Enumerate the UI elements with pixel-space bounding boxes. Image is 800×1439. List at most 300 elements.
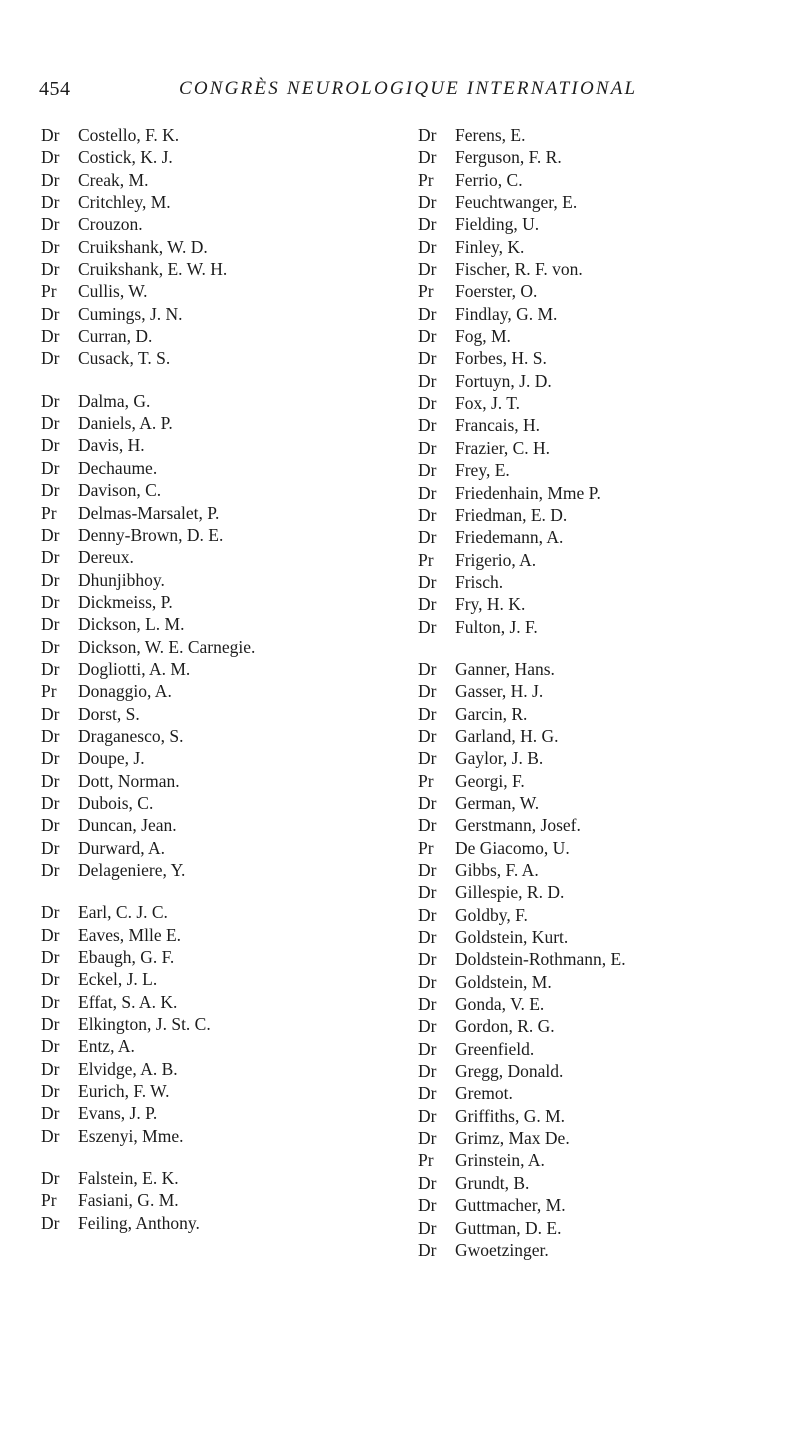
list-item <box>41 303 381 325</box>
member-name: Doldstein-Rothmann, E. <box>455 949 626 970</box>
member-name: Foerster, O. <box>455 281 538 302</box>
honorific: Dr <box>41 924 60 945</box>
list-item <box>418 616 778 638</box>
member-name: Gremot. <box>455 1083 513 1104</box>
list-item <box>41 814 381 836</box>
honorific: Dr <box>418 259 437 280</box>
member-name: Gasser, H. J. <box>455 681 544 702</box>
list-item <box>41 680 381 702</box>
honorific: Dr <box>418 527 437 548</box>
list-item <box>41 546 381 568</box>
member-name: Cumings, J. N. <box>78 303 183 324</box>
list-item <box>41 479 381 501</box>
honorific: Dr <box>418 1105 437 1126</box>
member-name: Guttman, D. E. <box>455 1217 562 1238</box>
member-name: German, W. <box>455 792 540 813</box>
list-item <box>41 169 381 191</box>
honorific: Dr <box>41 1036 60 1057</box>
name-group <box>41 390 381 882</box>
member-name: Gaylor, J. B. <box>455 748 544 769</box>
list-item <box>418 280 778 302</box>
honorific: Dr <box>41 860 60 880</box>
honorific: Dr <box>418 125 437 145</box>
list-item <box>418 1038 778 1060</box>
honorific: Dr <box>418 815 437 836</box>
list-item <box>41 236 381 258</box>
honorific: Pr <box>418 1150 434 1171</box>
member-name: Daniels, A. P. <box>78 413 173 434</box>
list-item <box>41 1035 381 1057</box>
member-name: Greenfield. <box>455 1038 535 1059</box>
list-item <box>418 526 778 548</box>
honorific: Dr <box>418 681 437 702</box>
honorific: Dr <box>418 303 437 324</box>
honorific: Dr <box>418 348 437 369</box>
member-name: Friedemann, A. <box>455 527 564 548</box>
honorific: Dr <box>41 147 60 168</box>
member-name: Gonda, V. E. <box>455 994 545 1015</box>
honorific: Pr <box>418 169 434 190</box>
list-item <box>41 770 381 792</box>
name-group <box>418 124 778 638</box>
honorific: Dr <box>418 748 437 769</box>
member-name: Garcin, R. <box>455 703 528 724</box>
honorific: Dr <box>418 1195 437 1216</box>
member-name: Finley, K. <box>455 236 525 257</box>
list-item <box>41 1080 381 1102</box>
member-name: Frisch. <box>455 571 504 592</box>
member-name: Delmas-Marsalet, P. <box>78 502 220 523</box>
member-name: Friedman, E. D. <box>455 504 568 525</box>
honorific: Dr <box>41 991 60 1012</box>
list-item <box>418 191 778 213</box>
honorific: Dr <box>41 1014 60 1035</box>
list-item <box>41 1167 381 1189</box>
member-name: Fortuyn, J. D. <box>455 370 552 391</box>
list-item <box>418 258 778 280</box>
member-name: Forbes, H. S. <box>455 348 547 369</box>
member-name: Elkington, J. St. C. <box>78 1014 211 1035</box>
honorific: Dr <box>418 571 437 592</box>
list-item <box>41 213 381 235</box>
list-item <box>418 770 778 792</box>
list-item <box>41 968 381 990</box>
member-name: Costick, K. J. <box>78 147 173 168</box>
member-name: Feuchtwanger, E. <box>455 192 578 213</box>
member-name: Dubois, C. <box>78 792 154 813</box>
page-header <box>39 78 759 108</box>
list-item <box>41 613 381 635</box>
honorific: Dr <box>41 435 60 456</box>
list-item <box>418 169 778 191</box>
honorific: Dr <box>418 504 437 525</box>
member-name: Dereux. <box>78 547 134 568</box>
member-name: Goldby, F. <box>455 904 528 925</box>
honorific: Dr <box>41 969 60 990</box>
member-name: Davis, H. <box>78 435 145 456</box>
honorific: Dr <box>41 236 60 257</box>
list-item <box>41 725 381 747</box>
member-name: Ferens, E. <box>455 125 526 145</box>
list-item <box>41 325 381 347</box>
list-item <box>41 837 381 859</box>
honorific: Dr <box>418 949 437 970</box>
honorific: Pr <box>41 502 57 523</box>
list-item <box>418 658 778 680</box>
member-name: Durward, A. <box>78 837 165 858</box>
list-item <box>41 1102 381 1124</box>
member-name: Critchley, M. <box>78 192 171 213</box>
honorific: Pr <box>41 681 57 702</box>
honorific: Dr <box>41 792 60 813</box>
name-group <box>41 124 381 370</box>
member-name: Goldstein, Kurt. <box>455 927 569 948</box>
honorific: Dr <box>41 413 60 434</box>
member-name: Fog, M. <box>455 326 511 347</box>
honorific: Dr <box>418 594 437 615</box>
member-name: Denny-Brown, D. E. <box>78 524 224 545</box>
list-item <box>41 636 381 658</box>
honorific: Dr <box>41 524 60 545</box>
honorific: Dr <box>41 1168 60 1189</box>
member-name: Ebaugh, G. F. <box>78 947 175 968</box>
list-item <box>418 593 778 615</box>
list-item <box>418 971 778 993</box>
honorific: Dr <box>418 904 437 925</box>
page-number: 454 <box>39 78 71 100</box>
list-item <box>41 1125 381 1147</box>
member-name: Draganesco, S. <box>78 725 184 746</box>
honorific: Pr <box>41 1190 57 1211</box>
member-name: Dorst, S. <box>78 703 140 724</box>
member-name: Cruikshank, E. W. H. <box>78 259 228 280</box>
honorific: Dr <box>418 658 437 679</box>
honorific: Dr <box>418 792 437 813</box>
running-title: CONGRÈS NEUROLOGIQUE INTERNATIONAL <box>179 78 638 99</box>
member-name: De Giacomo, U. <box>455 837 570 858</box>
honorific: Dr <box>41 703 60 724</box>
member-name: Dickson, L. M. <box>78 614 185 635</box>
list-item <box>41 1189 381 1211</box>
member-name: Cusack, T. S. <box>78 348 171 369</box>
honorific: Dr <box>41 214 60 235</box>
list-item <box>41 901 381 923</box>
list-item <box>41 569 381 591</box>
list-item <box>41 924 381 946</box>
honorific: Dr <box>41 725 60 746</box>
honorific: Dr <box>41 390 60 411</box>
member-name: Garland, H. G. <box>455 725 559 746</box>
honorific: Dr <box>41 259 60 280</box>
list-item <box>41 1058 381 1080</box>
honorific: Dr <box>418 460 437 481</box>
honorific: Dr <box>418 370 437 391</box>
honorific: Dr <box>418 147 437 168</box>
honorific: Dr <box>41 192 60 213</box>
member-name: Dechaume. <box>78 457 158 478</box>
list-item <box>418 213 778 235</box>
honorific: Dr <box>41 947 60 968</box>
member-name: Fasiani, G. M. <box>78 1190 179 1211</box>
honorific: Dr <box>418 482 437 503</box>
honorific: Pr <box>418 281 434 302</box>
list-item <box>41 347 381 369</box>
list-item <box>418 837 778 859</box>
list-item <box>41 1013 381 1035</box>
honorific: Dr <box>41 1103 60 1124</box>
list-item <box>418 1172 778 1194</box>
list-item <box>41 658 381 680</box>
list-item <box>418 347 778 369</box>
member-name: Entz, A. <box>78 1036 135 1057</box>
list-item <box>418 993 778 1015</box>
member-name: Eckel, J. L. <box>78 969 158 990</box>
list-item <box>418 437 778 459</box>
member-name: Elvidge, A. B. <box>78 1058 178 1079</box>
list-item <box>418 1082 778 1104</box>
member-name: Eszenyi, Mme. <box>78 1125 184 1146</box>
member-name: Gillespie, R. D. <box>455 882 565 903</box>
member-name: Cullis, W. <box>78 281 148 302</box>
honorific: Dr <box>418 1016 437 1037</box>
honorific: Dr <box>418 437 437 458</box>
list-item <box>418 1060 778 1082</box>
honorific: Dr <box>41 614 60 635</box>
list-item <box>41 280 381 302</box>
list-item <box>41 191 381 213</box>
member-name: Frigerio, A. <box>455 549 537 570</box>
member-name: Earl, C. J. C. <box>78 902 168 923</box>
list-item <box>418 124 778 146</box>
member-name: Feiling, Anthony. <box>78 1212 200 1233</box>
list-item <box>41 502 381 524</box>
member-name: Eaves, Mlle E. <box>78 924 182 945</box>
list-item <box>418 1194 778 1216</box>
member-name: Dhunjibhoy. <box>78 569 165 590</box>
list-item <box>418 747 778 769</box>
list-item <box>418 392 778 414</box>
list-item <box>418 725 778 747</box>
member-name: Guttmacher, M. <box>455 1195 566 1216</box>
honorific: Dr <box>418 994 437 1015</box>
list-item <box>41 146 381 168</box>
list-item <box>41 434 381 456</box>
honorific: Dr <box>418 882 437 903</box>
member-name: Gwoetzinger. <box>455 1239 549 1260</box>
left-column <box>41 124 381 1254</box>
list-item <box>41 524 381 546</box>
honorific: Dr <box>41 569 60 590</box>
list-item <box>418 370 778 392</box>
member-name: Grundt, B. <box>455 1172 530 1193</box>
honorific: Dr <box>418 616 437 637</box>
member-name: Gibbs, F. A. <box>455 860 539 880</box>
list-item <box>41 747 381 769</box>
list-item <box>418 1149 778 1171</box>
honorific: Dr <box>418 1038 437 1059</box>
member-name: Georgi, F. <box>455 770 525 791</box>
member-name: Dogliotti, A. M. <box>78 658 191 679</box>
list-item <box>418 571 778 593</box>
member-name: Crouzon. <box>78 214 143 235</box>
honorific: Dr <box>41 1125 60 1146</box>
list-item <box>418 926 778 948</box>
honorific: Dr <box>41 547 60 568</box>
honorific: Dr <box>418 236 437 257</box>
member-name: Curran, D. <box>78 326 153 347</box>
member-name: Fox, J. T. <box>455 393 520 414</box>
member-name: Griffiths, G. M. <box>455 1105 566 1126</box>
list-item <box>418 859 778 881</box>
list-item <box>41 412 381 434</box>
member-name: Duncan, Jean. <box>78 815 177 836</box>
member-name: Costello, F. K. <box>78 125 180 145</box>
list-item <box>418 814 778 836</box>
member-name: Effat, S. A. K. <box>78 991 178 1012</box>
list-item <box>418 236 778 258</box>
list-item <box>41 991 381 1013</box>
honorific: Dr <box>418 703 437 724</box>
name-group <box>41 1167 381 1234</box>
list-item <box>41 946 381 968</box>
honorific: Dr <box>418 1217 437 1238</box>
honorific: Dr <box>41 591 60 612</box>
member-name: Fielding, U. <box>455 214 540 235</box>
member-name: Delageniere, Y. <box>78 860 186 880</box>
list-item <box>418 1239 778 1261</box>
member-name: Grinstein, A. <box>455 1150 545 1171</box>
member-name: Goldstein, M. <box>455 971 552 992</box>
honorific: Dr <box>41 636 60 657</box>
honorific: Dr <box>41 457 60 478</box>
honorific: Dr <box>418 927 437 948</box>
honorific: Dr <box>41 169 60 190</box>
honorific: Dr <box>418 1083 437 1104</box>
list-item <box>418 1105 778 1127</box>
honorific: Dr <box>41 480 60 501</box>
list-item <box>41 859 381 881</box>
list-item <box>418 459 778 481</box>
member-name: Cruikshank, W. D. <box>78 236 208 257</box>
list-item <box>418 948 778 970</box>
member-name: Ferrio, C. <box>455 169 523 190</box>
honorific: Dr <box>41 837 60 858</box>
member-name: Friedenhain, Mme P. <box>455 482 601 503</box>
member-name: Fry, H. K. <box>455 594 526 615</box>
honorific: Dr <box>41 815 60 836</box>
honorific: Dr <box>418 860 437 880</box>
member-name: Findlay, G. M. <box>455 303 558 324</box>
list-item <box>418 325 778 347</box>
member-name: Dott, Norman. <box>78 770 180 791</box>
honorific: Dr <box>418 1239 437 1260</box>
member-name: Ferguson, F. R. <box>455 147 562 168</box>
honorific: Dr <box>418 415 437 436</box>
list-item <box>418 303 778 325</box>
list-item <box>418 792 778 814</box>
honorific: Dr <box>418 1128 437 1149</box>
honorific: Dr <box>41 348 60 369</box>
honorific: Dr <box>41 125 60 145</box>
member-name: Gordon, R. G. <box>455 1016 555 1037</box>
honorific: Pr <box>418 549 434 570</box>
name-group <box>418 658 778 1261</box>
member-name: Dickmeiss, P. <box>78 591 173 612</box>
honorific: Pr <box>418 770 434 791</box>
honorific: Dr <box>418 725 437 746</box>
honorific: Dr <box>41 1058 60 1079</box>
member-name: Eurich, F. W. <box>78 1081 170 1102</box>
list-item <box>41 258 381 280</box>
list-item <box>418 414 778 436</box>
honorific: Dr <box>41 1212 60 1233</box>
member-name: Falstein, E. K. <box>78 1168 179 1189</box>
honorific: Pr <box>41 281 57 302</box>
member-name: Gregg, Donald. <box>455 1061 564 1082</box>
list-item <box>41 457 381 479</box>
right-column <box>418 124 778 1281</box>
honorific: Dr <box>418 971 437 992</box>
list-item <box>418 549 778 571</box>
honorific: Dr <box>41 326 60 347</box>
list-item <box>41 591 381 613</box>
member-name: Davison, C. <box>78 480 162 501</box>
honorific: Dr <box>41 770 60 791</box>
member-name: Gerstmann, Josef. <box>455 815 581 836</box>
honorific: Dr <box>418 214 437 235</box>
list-item <box>418 1127 778 1149</box>
member-name: Frazier, C. H. <box>455 437 551 458</box>
member-name: Frey, E. <box>455 460 510 481</box>
list-item <box>418 504 778 526</box>
member-name: Grimz, Max De. <box>455 1128 570 1149</box>
honorific: Dr <box>418 1172 437 1193</box>
list-item <box>418 1015 778 1037</box>
list-item <box>41 703 381 725</box>
list-item <box>418 904 778 926</box>
honorific: Dr <box>41 1081 60 1102</box>
list-item <box>41 792 381 814</box>
list-item <box>418 1217 778 1239</box>
member-name: Evans, J. P. <box>78 1103 158 1124</box>
honorific: Pr <box>418 837 434 858</box>
list-item <box>418 146 778 168</box>
list-item <box>41 1212 381 1234</box>
member-name: Fulton, J. F. <box>455 616 538 637</box>
member-name: Dalma, G. <box>78 390 151 411</box>
honorific: Dr <box>418 1061 437 1082</box>
member-name: Francais, H. <box>455 415 541 436</box>
name-group <box>41 901 381 1147</box>
member-name: Fischer, R. F. von. <box>455 259 583 280</box>
member-name: Ganner, Hans. <box>455 658 555 679</box>
member-name: Creak, M. <box>78 169 149 190</box>
honorific: Dr <box>418 192 437 213</box>
list-item <box>41 390 381 412</box>
member-name: Donaggio, A. <box>78 681 172 702</box>
list-item <box>41 124 381 146</box>
honorific: Dr <box>41 658 60 679</box>
list-item <box>418 881 778 903</box>
member-name: Dickson, W. E. Carnegie. <box>78 636 256 657</box>
list-item <box>418 680 778 702</box>
list-item <box>418 482 778 504</box>
honorific: Dr <box>418 393 437 414</box>
honorific: Dr <box>418 326 437 347</box>
member-name: Doupe, J. <box>78 748 145 769</box>
honorific: Dr <box>41 748 60 769</box>
honorific: Dr <box>41 303 60 324</box>
